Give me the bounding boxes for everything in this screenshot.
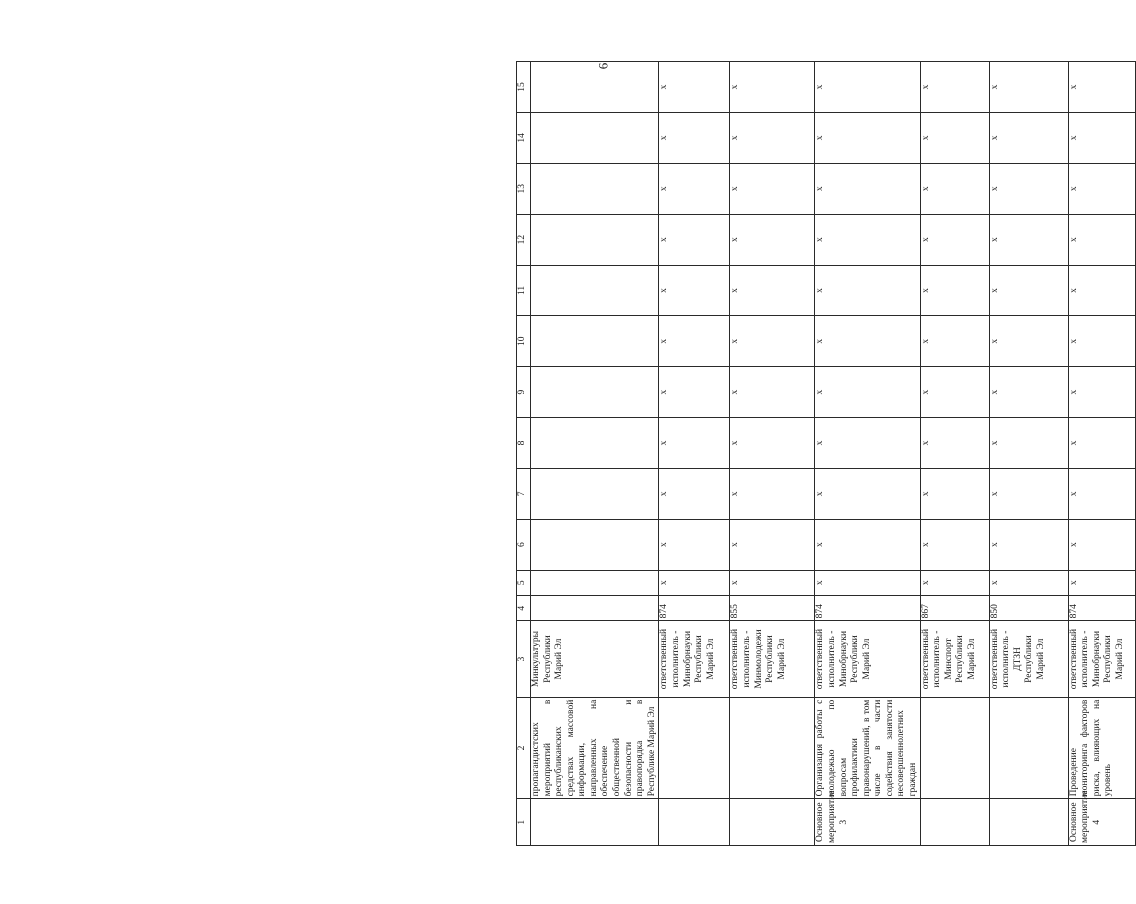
mark-cell [531,163,659,214]
mark-cell: x [730,570,815,595]
code-cell: 874 [659,596,730,621]
mark-cell: x [730,418,815,469]
executor-cell: ответственный исполнитель - Минобрнауки Республики Марий Эл [1068,621,1135,697]
mark-cell: x [815,265,920,316]
event-name-cell: Основное мероприятие 3 [815,799,920,846]
col-header: 13 [517,163,531,214]
mark-cell: x [920,265,989,316]
col-header: 1 [517,799,531,846]
mark-cell: x [989,570,1068,595]
event-description-cell: пропагандистских мероприятий в республиканских средствах массовой информации, направленных на обеспечение общественной безопасности и правопорядка в Республике Марий Эл [531,697,659,799]
mark-cell: x [989,62,1068,113]
col-header: 3 [517,621,531,697]
col-header: 2 [517,697,531,799]
event-name-cell [531,799,659,846]
code-cell [531,596,659,621]
mark-cell: x [1068,316,1135,367]
mark-cell: x [815,468,920,519]
mark-cell: x [1068,367,1135,418]
table-body [531,62,1136,846]
mark-cell: x [815,163,920,214]
table-row [920,62,989,846]
executor-cell: Минкультуры Республики Марий Эл [531,621,659,697]
event-description-cell [659,697,730,799]
mark-cell: x [659,367,730,418]
event-description-cell: Проведение мониторинга факторов риска, влияющих на уровень [1068,697,1135,799]
code-cell: 850 [989,596,1068,621]
col-header: 10 [517,316,531,367]
mark-cell: x [920,163,989,214]
mark-cell: x [659,62,730,113]
mark-cell: x [815,418,920,469]
mark-cell: x [1068,163,1135,214]
mark-cell: x [989,519,1068,570]
mark-cell: x [920,418,989,469]
mark-cell [531,367,659,418]
mark-cell: x [815,367,920,418]
event-description-cell [920,697,989,799]
mark-cell [531,468,659,519]
code-cell: 855 [730,596,815,621]
mark-cell: x [659,468,730,519]
mark-cell: x [815,214,920,265]
column-number-row [517,62,531,846]
event-description-cell: Организация работы с молодежью по вопросам профилактики правонарушений, в том числе в части содействия занятости несовершеннолетних граждан [815,697,920,799]
page-number: 6 [595,62,611,70]
mark-cell: x [989,265,1068,316]
mark-cell: x [815,519,920,570]
mark-cell: x [1068,112,1135,163]
mark-cell: x [730,265,815,316]
mark-cell: x [1068,468,1135,519]
mark-cell [531,214,659,265]
mark-cell: x [815,316,920,367]
event-name-cell [989,799,1068,846]
col-header: 15 [517,62,531,113]
event-name-cell: Основное мероприятие 4 [1068,799,1135,846]
mark-cell [531,62,659,113]
mark-cell: x [989,418,1068,469]
mark-cell: x [659,519,730,570]
mark-cell: x [1068,265,1135,316]
mark-cell: x [1068,570,1135,595]
mark-cell: x [659,570,730,595]
mark-cell: x [730,163,815,214]
event-name-cell [730,799,815,846]
mark-cell: x [920,519,989,570]
program-table [516,61,1136,846]
code-cell: 874 [1068,596,1135,621]
col-header: 14 [517,112,531,163]
mark-cell [531,265,659,316]
mark-cell: x [920,62,989,113]
executor-cell: ответственный исполнитель - Минобрнауки Республики Марий Эл [815,621,920,697]
mark-cell: x [730,367,815,418]
mark-cell: x [730,519,815,570]
table-row [730,62,815,846]
mark-cell: x [920,112,989,163]
mark-cell: x [815,62,920,113]
col-header: 7 [517,468,531,519]
mark-cell [531,418,659,469]
mark-cell: x [815,112,920,163]
event-name-cell [920,799,989,846]
mark-cell: x [920,367,989,418]
mark-cell: x [730,468,815,519]
executor-cell: ответственный исполнитель - ДТЗН Республики Марий Эл [989,621,1068,697]
mark-cell: x [730,316,815,367]
mark-cell: x [920,468,989,519]
mark-cell [531,519,659,570]
mark-cell: x [659,112,730,163]
col-header: 11 [517,265,531,316]
mark-cell: x [989,112,1068,163]
executor-cell: ответственный исполнитель - Минобрнауки Республики Марий Эл [659,621,730,697]
event-name-cell [659,799,730,846]
mark-cell: x [659,418,730,469]
mark-cell: x [659,265,730,316]
mark-cell: x [920,570,989,595]
code-cell: 867 [920,596,989,621]
rotated-table-container [516,61,1125,846]
event-description-cell [730,697,815,799]
mark-cell [531,316,659,367]
col-header: 12 [517,214,531,265]
table-row [659,62,730,846]
mark-cell: x [659,214,730,265]
mark-cell: x [1068,214,1135,265]
mark-cell: x [1068,418,1135,469]
mark-cell: x [730,112,815,163]
mark-cell: x [989,468,1068,519]
table-row [815,62,920,846]
event-description-cell [989,697,1068,799]
mark-cell [531,570,659,595]
mark-cell: x [920,214,989,265]
executor-cell: ответственный исполнитель - Минспорт Республики Марий Эл [920,621,989,697]
mark-cell: x [989,163,1068,214]
mark-cell: x [730,62,815,113]
mark-cell: x [1068,62,1135,113]
col-header: 8 [517,418,531,469]
mark-cell: x [659,316,730,367]
mark-cell: x [989,316,1068,367]
col-header: 9 [517,367,531,418]
table-row [531,62,659,846]
mark-cell: x [920,316,989,367]
table-row [989,62,1068,846]
code-cell: 874 [815,596,920,621]
col-header: 6 [517,519,531,570]
mark-cell: x [659,163,730,214]
mark-cell: x [989,214,1068,265]
mark-cell [531,112,659,163]
col-header: 5 [517,570,531,595]
col-header: 4 [517,596,531,621]
table-row [1068,62,1135,846]
mark-cell: x [815,570,920,595]
mark-cell: x [1068,519,1135,570]
executor-cell: ответственный исполнитель - Минмолодежи Республики Марий Эл [730,621,815,697]
mark-cell: x [989,367,1068,418]
mark-cell: x [730,214,815,265]
